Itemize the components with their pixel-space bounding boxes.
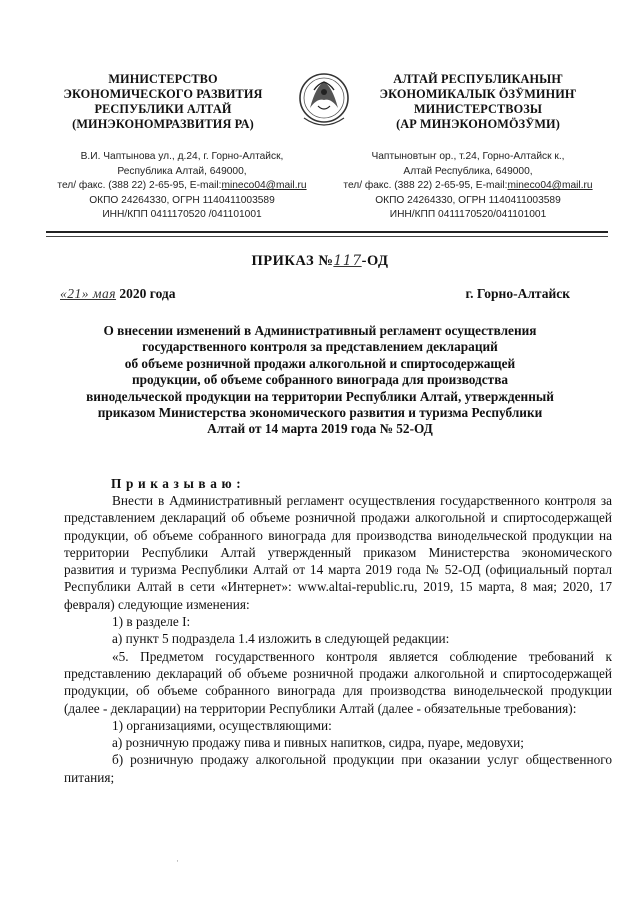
handwritten-order-number: 117 <box>333 253 362 269</box>
subject-line: О внесении изменений в Административный регламент осуществления <box>103 323 537 338</box>
order-body <box>64 492 612 786</box>
header-line: ЭКОНОМИЧЕСКОГО РАЗВИТИЯ <box>63 87 263 101</box>
header-line: (МИНЭКОНОМРАЗВИТИЯ РА) <box>72 117 254 131</box>
subject-line: государственного контроля за представлением деклараций <box>142 339 498 355</box>
address-line: Чаптыновтыҥ ор., т.24, Горно-Алтайск к., <box>371 151 565 162</box>
email-link[interactable]: mineco04@mail.ru <box>221 180 307 191</box>
order-title: ПРИКАЗ №117-ОД <box>251 253 389 269</box>
address-line: В.И. Чаптынова ул., д.24, г. Горно-Алтайск, <box>80 151 284 162</box>
ministry-header-russian <box>48 72 278 132</box>
date-line <box>60 286 580 302</box>
address-line: Алтай Республика, 649000, <box>403 165 533 177</box>
inn-line: ИНН/КПП 0411170520 /041101001 <box>102 209 262 220</box>
header-line: РЕСПУБЛИКИ АЛТАЙ <box>94 102 232 116</box>
paragraph: а) розничную продажу пива и пивных напитков, сидра, пуаре, медовухи; <box>112 735 524 751</box>
header-line: (АР МИНЭКОНОМӦЗӰМИ) <box>396 117 560 131</box>
phone-email-line: тел/ факс. (388 22) 2-65-95, E-mail:mineco04@mail.ru <box>343 180 593 191</box>
header-line: МИНИСТЕРСТВО <box>108 72 218 86</box>
header-divider-thin <box>46 236 608 237</box>
order-word: Приказываю: <box>111 476 246 491</box>
ministry-header-altai <box>358 72 598 132</box>
subject-line: приказом Министерства экономического развития и туризма Республики <box>97 405 543 421</box>
phone-email-line: тел/ факс. (388 22) 2-65-95, E-mail:mineco04@mail.ru <box>57 180 307 191</box>
subject-line: винодельческой продукции на территории Республики Алтай, утвержденный <box>86 388 554 404</box>
paragraph: 1) организациями, осуществляющими: <box>112 717 332 733</box>
address-line: Республика Алтай, 649000, <box>117 165 247 177</box>
paragraph: а) пункт 5 подраздела 1.4 изложить в следующей редакции: <box>112 631 450 647</box>
subject-line: об объеме розничной продажи алкогольной и спиртосодержащей <box>124 355 516 371</box>
paragraph: 1) в разделе I: <box>112 614 191 630</box>
paragraph: Внести в Административный регламент осуществления государственного контроля за представлением деклараций об объеме розничной продажи алкогольной и спиртосодержащей продукции, об объеме собранного винограда для производства винодельческой продукции на территории Республики Алтай утвержденный приказом Министерства экономического развития и туризма Республики Алтай от 14 марта 2019 года № 52-ОД (официальный портал Республики Алтай в сети «Интернет»: www.altai-republic.ru, 2019, 15 марта, 8 мая; 2020, 17 февраля) следующие изменения: <box>64 493 612 612</box>
handwritten-date: «21» мая <box>60 286 117 301</box>
city: г. Горно-Алтайск <box>465 286 570 301</box>
coat-of-arms-emblem <box>296 68 352 134</box>
subject-line: продукции, об объеме собранного винограда для производства <box>131 372 509 388</box>
paragraph: б) розничную продажу алкогольной продукции при оказании услуг общественного питания; <box>64 752 612 785</box>
footer-mark: · <box>176 856 179 866</box>
okpo-line: ОКПО 24264330, ОГРН 1140411003589 <box>375 194 561 206</box>
paragraph: «5. Предметом государственного контроля является соблюдение требований к представлению деклараций об объеме розничной продажи алкогольной и спиртосодержащей продукции, об объеме собранного винограда для производства винодельческой продукции (далее - декларации) на территории Республики Алтай (далее - обязательные требования): <box>64 648 612 716</box>
header-line: ЭКОНОМИКАЛЫК ӦЗӰМИНИҤ <box>379 87 577 101</box>
contact-block-russian <box>52 150 312 223</box>
subject-line: Алтай от 14 марта 2019 года № 52-ОД <box>207 421 433 437</box>
okpo-line: ОКПО 24264330, ОГРН 1140411003589 <box>89 194 275 206</box>
inn-line: ИНН/КПП 0411170520/041101001 <box>389 209 547 220</box>
order-subject <box>66 323 574 438</box>
email-link[interactable]: mineco04@mail.ru <box>507 180 593 191</box>
contact-block-altai <box>333 150 603 223</box>
header-divider <box>46 231 608 233</box>
date-year: 2020 года <box>119 286 176 301</box>
header-line: АЛТАЙ РЕСПУБЛИКАНЫҤ <box>393 72 563 86</box>
header-line: МИНИСТЕРСТВОЗЫ <box>413 102 543 116</box>
